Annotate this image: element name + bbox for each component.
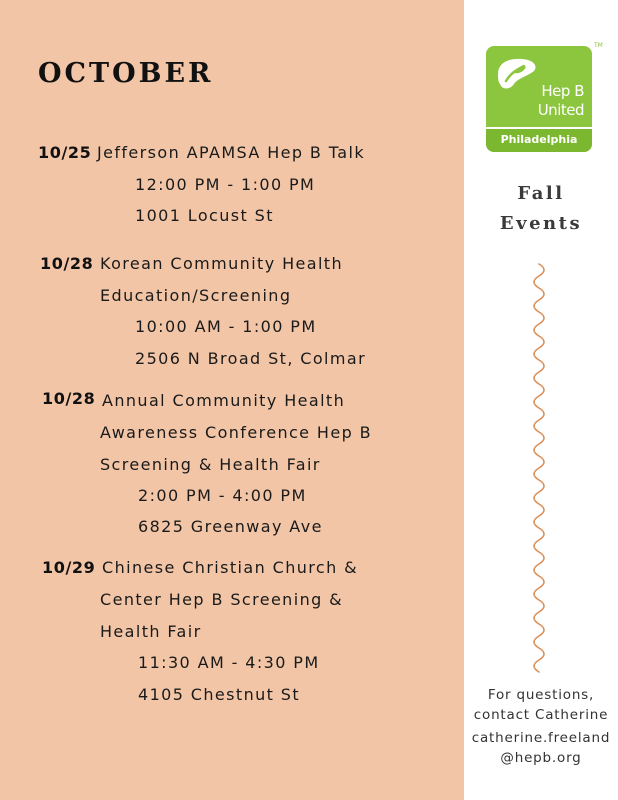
event-title: Awareness Conference Hep B [100, 423, 373, 442]
hep-b-united-logo [486, 46, 592, 152]
event-title: Annual Community Health [102, 391, 346, 410]
event-title: Health Fair [100, 622, 202, 641]
sidebar-heading-fall: Fall [517, 183, 565, 204]
event-time: 12:00 PM - 1:00 PM [135, 175, 316, 194]
logo-city-text: Philadelphia [500, 133, 578, 146]
event-location: 1001 Locust St [135, 206, 274, 225]
event-title: Center Hep B Screening & [100, 590, 344, 609]
event-location: 2506 N Broad St, Colmar [135, 349, 367, 368]
contact-email-line-2: @hepb.org [500, 750, 582, 766]
event-date: 10/28 [42, 389, 96, 408]
contact-line-1: For questions, [487, 687, 595, 703]
contact-email-line-1: catherine.freeland [471, 730, 611, 746]
event-location: 4105 Chestnut St [138, 685, 301, 704]
sidebar-heading-events: Events [499, 213, 583, 234]
leaf-liver-icon [494, 54, 540, 94]
event-title: Chinese Christian Church & [102, 558, 359, 577]
event-title: Education/Screening [100, 286, 292, 305]
event-time: 10:00 AM - 1:00 PM [135, 317, 317, 336]
squiggle-line [526, 262, 552, 680]
event-time: 11:30 AM - 4:30 PM [138, 653, 320, 672]
logo-text-united: United [537, 101, 584, 119]
event-date: 10/25 [38, 143, 92, 162]
event-location: 6825 Greenway Ave [138, 517, 323, 536]
event-time: 2:00 PM - 4:00 PM [138, 486, 307, 505]
event-date: 10/28 [40, 254, 94, 273]
contact-line-2: contact Catherine [473, 707, 609, 723]
event-title: Screening & Health Fair [100, 455, 321, 474]
logo-city-band [486, 127, 592, 152]
trademark-mark: TM [594, 42, 603, 49]
event-date: 10/29 [42, 558, 96, 577]
event-title: Korean Community Health [100, 254, 344, 273]
event-title: Jefferson APAMSA Hep B Talk [97, 143, 366, 162]
logo-text-hep-b: Hep B [541, 82, 584, 100]
month-heading: OCTOBER [38, 58, 214, 89]
